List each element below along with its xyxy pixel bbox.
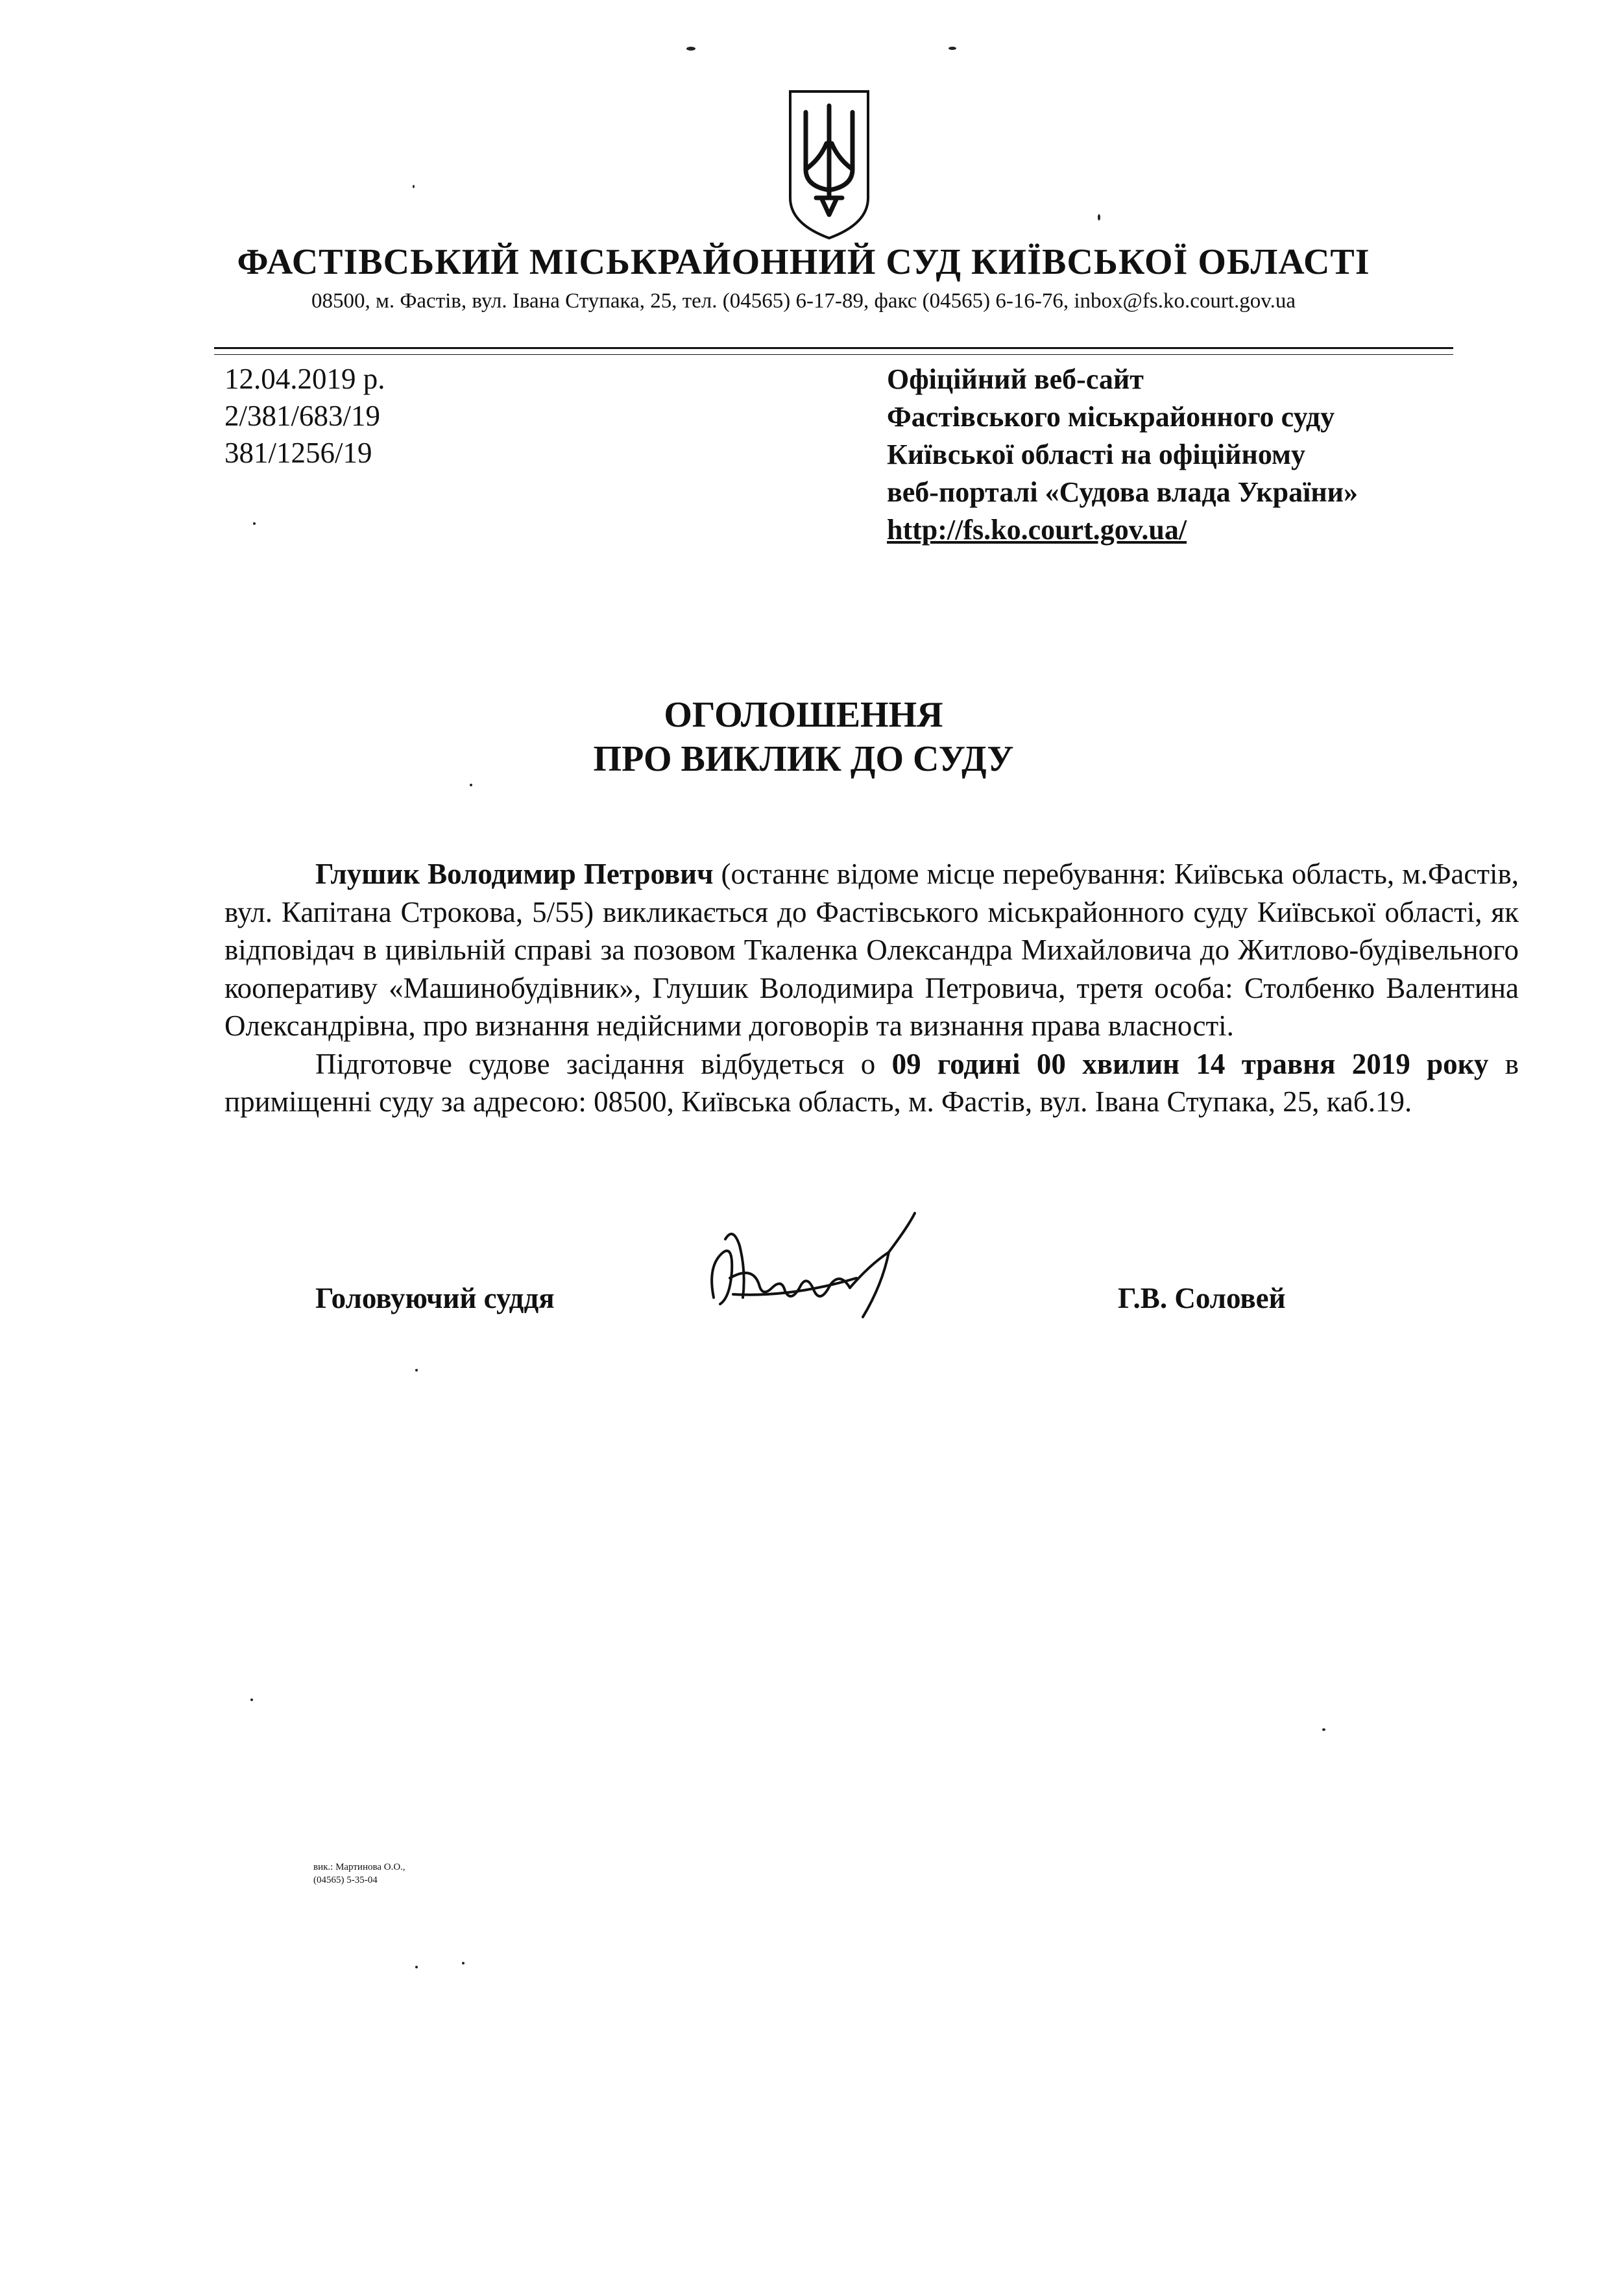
scan-speck xyxy=(415,1966,418,1968)
announcement-body xyxy=(224,855,1519,1121)
court-name: ФАСТІВСЬКИЙ МІСЬКРАЙОННИЙ СУД КИЇВСЬКОЇ ОБЛАСТІ xyxy=(237,242,1370,282)
court-website-link[interactable]: http://fs.ko.court.gov.ua/ xyxy=(887,514,1187,546)
summons-paragraph xyxy=(224,855,1519,1045)
announcement-subtitle: ПРО ВИКЛИК ДО СУДУ xyxy=(593,739,1014,779)
scan-speck xyxy=(686,47,695,51)
document-date: 12.04.2019 р. xyxy=(224,363,385,395)
hearing-location: в приміщенні суду за адресою: 08500, Київська область, м. Фастів, вул. Івана Ступака, 25, каб.19. xyxy=(224,1047,1519,1118)
announcement-title: ОГОЛОШЕННЯ xyxy=(664,695,943,735)
reference-number: 2/381/683/19 xyxy=(224,400,381,432)
defendant-name: Глушик Володимир Петрович xyxy=(315,858,714,890)
scan-speck xyxy=(948,47,956,50)
case-number: 381/1256/19 xyxy=(224,437,372,469)
scan-speck xyxy=(1098,214,1100,221)
scan-speck xyxy=(253,522,256,525)
addressee-block xyxy=(887,361,1358,549)
coat-of-arms-emblem xyxy=(786,88,872,242)
scan-speck xyxy=(415,1369,418,1372)
addressee-line: Київської області на офіційному xyxy=(887,439,1305,470)
header-divider-thin xyxy=(214,354,1453,355)
hearing-datetime: 09 годині 00 хвилин 14 травня 2019 року xyxy=(891,1047,1489,1080)
summons-text: (останнє відоме місце перебування: Київська область, м.Фастів, вул. Капітана Строкова, 5/55) викликається до Фастівського міськрайонного суду Київської області, як відповідач в цивільній справі за позовом Ткаленка Олександра Михайловича до Житлово-будівельного кооперативу «Машинобудівник», Глушик Володимира Петровича, третя особа: Столбенко Валентина Олександрівна, про визнання недійсними договорів та визнання права власності. xyxy=(224,858,1519,1042)
scan-speck xyxy=(413,185,415,188)
hearing-text: Підготовче судове засідання відбудеться о xyxy=(315,1047,892,1080)
addressee-line: Офіційний веб-сайт xyxy=(887,363,1144,395)
hearing-paragraph xyxy=(224,1045,1519,1121)
scan-speck xyxy=(250,1698,253,1701)
document-references xyxy=(224,361,385,472)
executor-name: вик.: Мартинова О.О., xyxy=(313,1862,405,1872)
executor-note xyxy=(313,1861,405,1887)
executor-phone: (04565) 5-35-04 xyxy=(313,1875,378,1885)
handwritten-signature xyxy=(694,1200,947,1336)
scan-speck xyxy=(470,784,472,786)
judge-name: Г.В. Соловей xyxy=(1118,1282,1286,1314)
addressee-line: Фастівського міськрайонного суду xyxy=(887,401,1335,433)
judge-role: Головуючий суддя xyxy=(315,1282,555,1314)
court-contacts: 08500, м. Фастів, вул. Івана Ступака, 25, тел. (04565) 6-17-89, факс (04565) 6-16-76, inbox@fs.ko.court.gov.ua xyxy=(311,289,1296,313)
scan-speck xyxy=(462,1962,465,1964)
header-divider xyxy=(214,347,1453,349)
addressee-line: веб-порталі «Судова влада України» xyxy=(887,476,1359,508)
scan-speck xyxy=(1322,1728,1325,1731)
